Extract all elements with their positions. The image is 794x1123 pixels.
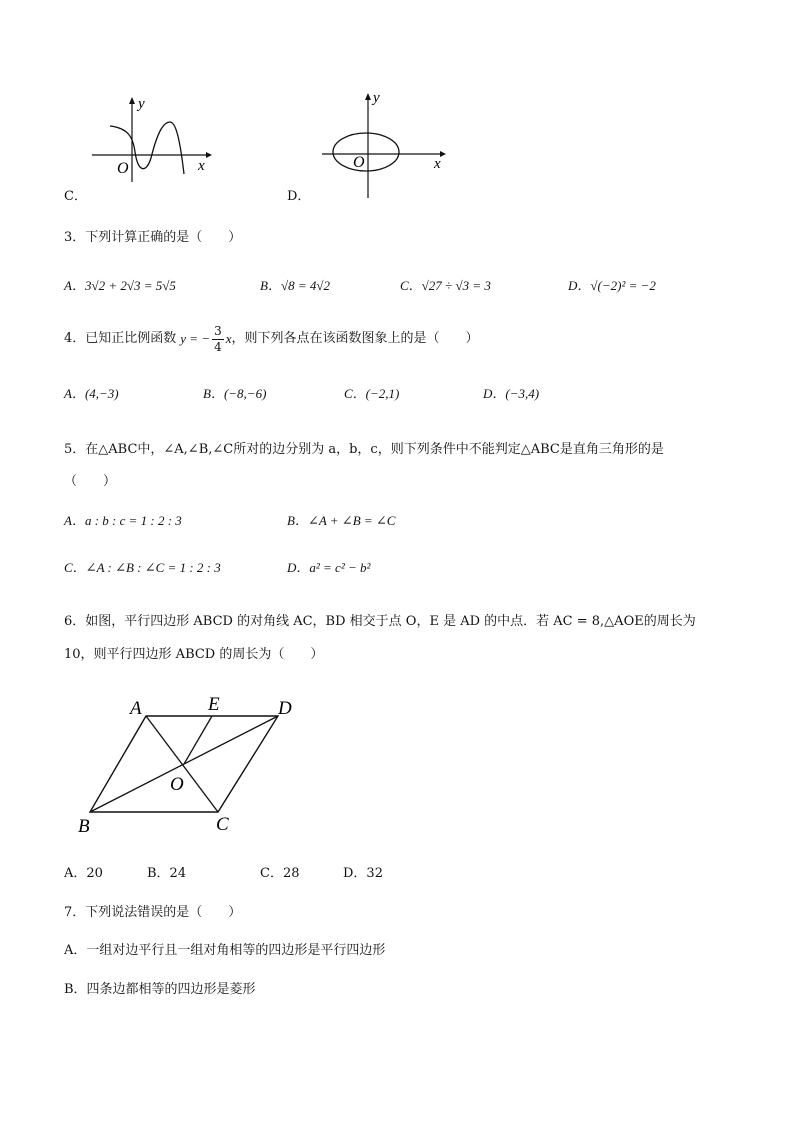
- y-axis-arrow: [129, 97, 135, 104]
- y-label: y: [373, 90, 380, 106]
- y-label: y: [138, 96, 145, 112]
- q4-denominator: 4: [214, 339, 222, 354]
- q5-option-b: B．∠A + ∠B = ∠C: [287, 513, 396, 528]
- ellipse-curve: [333, 133, 399, 171]
- q6-stem-cont: 10，则平行四边形 ABCD 的周长为（ ）: [64, 647, 324, 662]
- q6-option-c: C．28: [260, 866, 300, 881]
- vertex-c-label: C: [216, 814, 229, 835]
- q3-option-d: D．√(−2)² = −2: [568, 278, 656, 293]
- point-o-label: O: [170, 774, 184, 795]
- x-label: x: [434, 156, 441, 172]
- diagonal-ac: [146, 716, 218, 812]
- x-label: x: [198, 158, 205, 174]
- option-c-label: C．: [64, 189, 87, 204]
- vertex-d-label: D: [278, 698, 292, 719]
- q6-option-a: A．20: [64, 866, 103, 881]
- vertex-b-label: B: [78, 816, 90, 837]
- q4-stem-pre: 4．已知正比例函数: [64, 331, 177, 346]
- q4-option-b: B．(−8,−6): [203, 386, 267, 401]
- q6-option-b: B．24: [147, 866, 187, 881]
- q3-option-c: C．√27 ÷ √3 = 3: [400, 278, 491, 293]
- y-axis-arrow: [365, 93, 371, 100]
- q4-option-a: A．(4,−3): [64, 386, 119, 401]
- q4-option-d: D．(−3,4): [483, 386, 540, 401]
- origin-label: O: [353, 154, 365, 171]
- q3-stem: 3．下列计算正确的是（ ）: [64, 230, 242, 245]
- q4-stem: [64, 319, 479, 359]
- q4-function: y = −: [180, 331, 211, 346]
- point-e-label: E: [208, 694, 220, 715]
- x-axis-arrow: [206, 152, 212, 158]
- q7-option-b: B．四条边都相等的四边形是菱形: [64, 982, 256, 997]
- q3-option-b: B．√8 = 4√2: [260, 278, 330, 293]
- q4-variable: x: [225, 331, 232, 346]
- q4-fraction: [212, 324, 224, 355]
- graph-d: [320, 88, 450, 198]
- q4-numerator: 3: [214, 323, 222, 338]
- option-d-label: D．: [287, 189, 311, 204]
- vertex-a-label: A: [130, 698, 142, 719]
- origin-label: O: [117, 160, 129, 177]
- q5-option-a: A．a : b : c = 1 : 2 : 3: [64, 513, 182, 528]
- q5-option-c: C．∠A : ∠B : ∠C = 1 : 2 : 3: [64, 560, 221, 575]
- q6-option-d: D．32: [343, 866, 383, 881]
- q5-stem-cont: （ ）: [64, 474, 117, 489]
- x-axis-arrow: [440, 151, 446, 157]
- q5-option-d: D．a² = c² − b²: [287, 560, 371, 575]
- q5-stem: 5．在△ABC中，∠A,∠B,∠C所对的边分别为 a，b，c，则下列条件中不能判定△ABC是直角三角形的是: [64, 442, 664, 457]
- q4-option-c: C．(−2,1): [344, 386, 400, 401]
- q4-stem-post: ，则下列各点在该函数图象上的是（ ）: [231, 331, 479, 346]
- parallelogram-figure: [74, 690, 334, 840]
- q7-stem: 7．下列说法错误的是（ ）: [64, 905, 242, 920]
- graph-c: [88, 92, 218, 187]
- q3-option-a: A．3√2 + 2√3 = 5√5: [64, 278, 176, 293]
- q6-stem: 6．如图，平行四边形 ABCD 的对角线 AC，BD 相交于点 O，E 是 AD 的中点．若 AC = 8,△AOE的周长为: [64, 614, 696, 629]
- q7-option-a: A．一组对边平行且一组对角相等的四边形是平行四边形: [64, 943, 386, 958]
